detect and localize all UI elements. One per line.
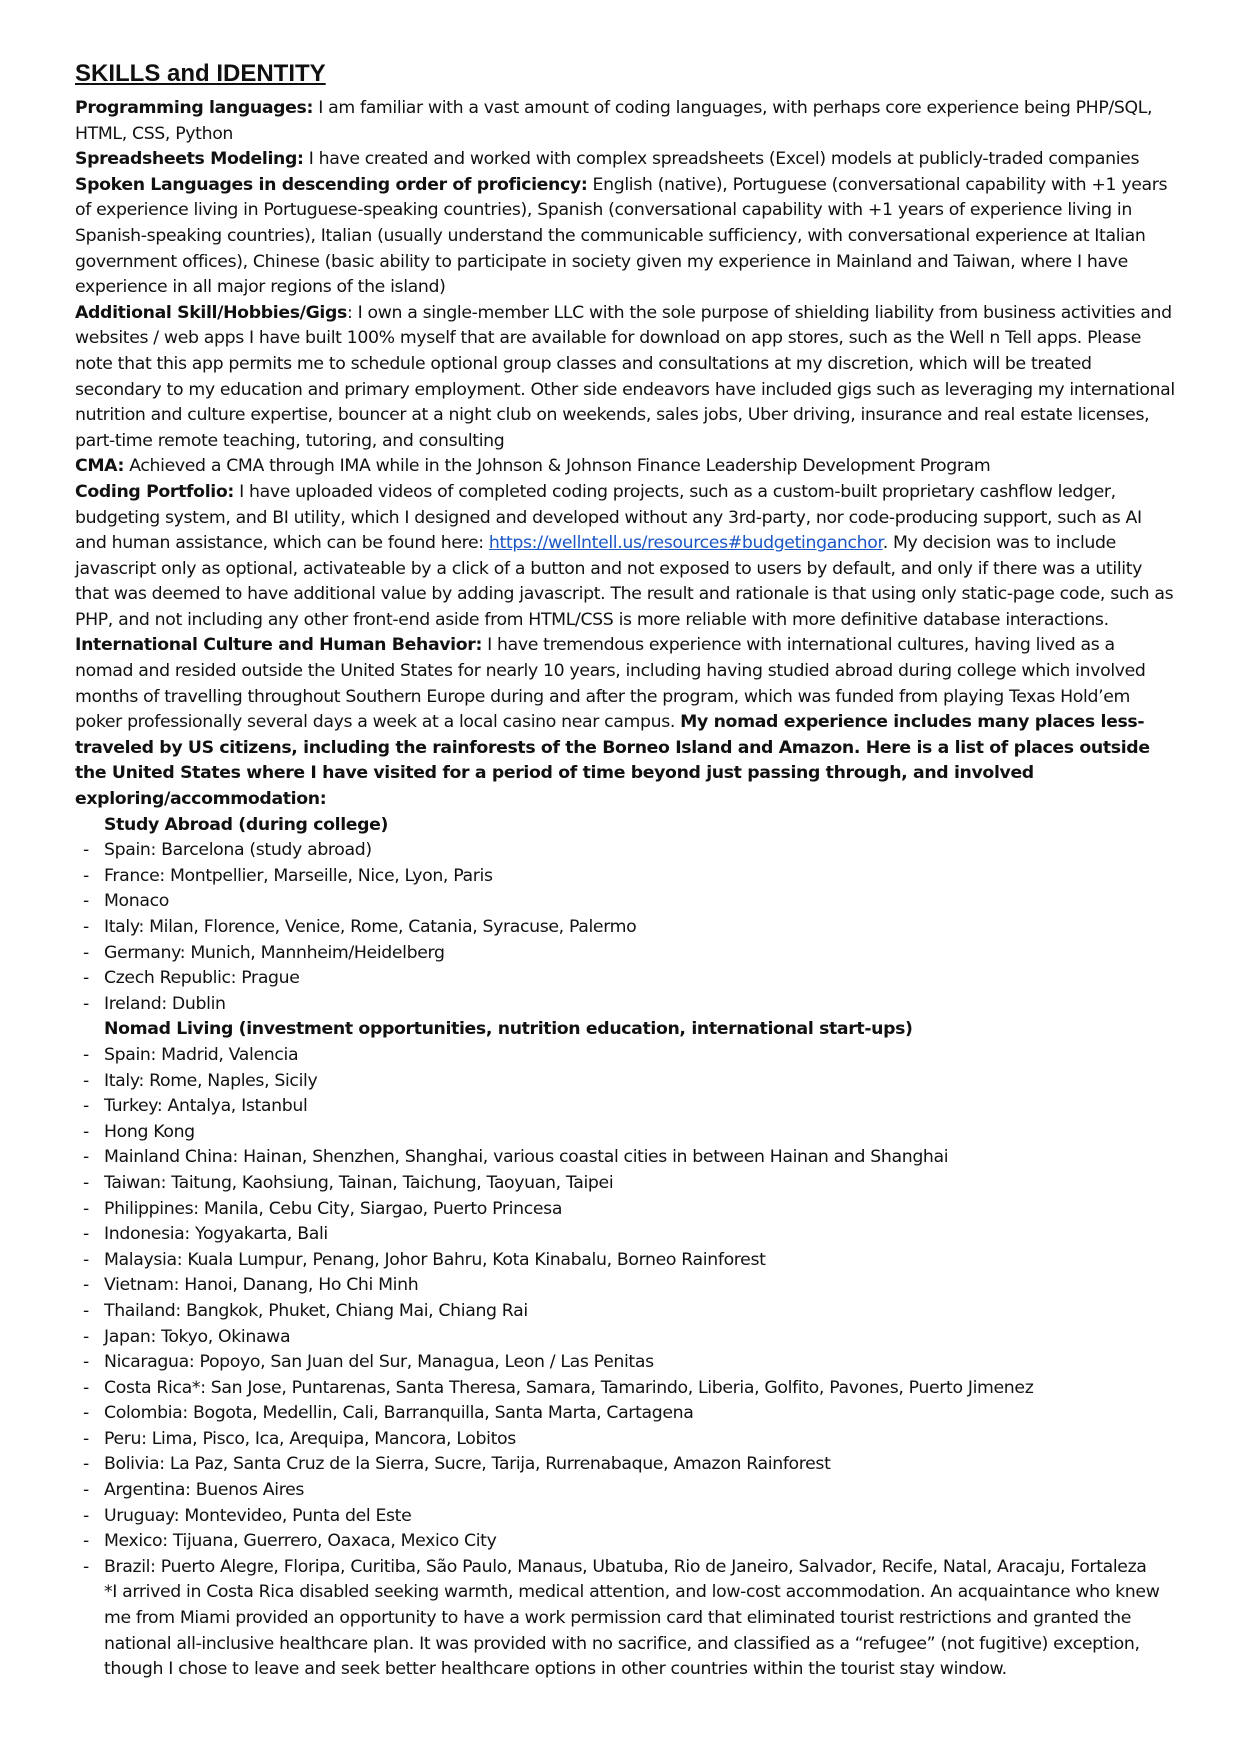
- list-item: [75, 889, 1175, 915]
- coding-portfolio-text-before: I have uploaded videos of completed coding projects, such as a custom-built proprietary cashflow ledger, budgeting system, and BI utility, which I designed and developed without any 3rd-party, nor code-producing support, such as AI and human assistance, which can be found here:: [75, 481, 1142, 554]
- list-item: [75, 1171, 1175, 1197]
- list-item: [75, 1043, 1175, 1069]
- list-item-text: Costa Rica*: San Jose, Puntarenas, Santa Theresa, Samara, Tamarindo, Liberia, Golfito, Pavones, Puerto Jimenez: [104, 1377, 1034, 1398]
- dash-bullet: -: [83, 865, 89, 886]
- dash-bullet: -: [83, 1070, 89, 1091]
- dash-bullet: -: [83, 1505, 89, 1526]
- dash-bullet: -: [83, 1147, 89, 1168]
- list-item-text: Philippines: Manila, Cebu City, Siargao, Puerto Princesa: [104, 1198, 563, 1219]
- dash-bullet: -: [83, 1121, 89, 1142]
- list-item: [75, 1325, 1175, 1351]
- coding-portfolio-paragraph: [75, 480, 1175, 634]
- spreadsheets-text: I have created and worked with complex spreadsheets (Excel) models at publicly-traded companies: [303, 149, 1140, 170]
- dash-bullet: -: [83, 917, 89, 937]
- list-item-text: Japan: Tokyo, Okinawa: [104, 1326, 291, 1347]
- list-item: [75, 864, 1175, 890]
- list-item-text: Colombia: Bogota, Medellin, Cali, Barranquilla, Santa Marta, Cartagena: [104, 1403, 694, 1424]
- list-item: [75, 992, 1175, 1018]
- dash-bullet: -: [83, 1326, 89, 1347]
- spoken-languages-text: English (native), Portuguese (conversational capability with +1 years of experience living in Portuguese-speaking countries), Spanish (conversational capability with +1 years of experience living in Spanish-speaking countries), Italian (usually understand the communicable sufficiency, with conversational experience at Italian government offices), Chinese (basic ability to participate in society given my experience in Mainland and Taiwan, where I have experience in all major regions of the island): [75, 174, 1168, 298]
- spreadsheets-label: Spreadsheets Modeling:: [75, 149, 304, 170]
- dash-bullet: -: [83, 993, 89, 1014]
- list-item-text: Italy: Milan, Florence, Venice, Rome, Catania, Syracuse, Palermo: [104, 917, 637, 937]
- dash-bullet: -: [83, 1096, 89, 1117]
- dash-bullet: -: [83, 1224, 89, 1245]
- list-item: [75, 1120, 1175, 1146]
- list-item: [75, 1401, 1175, 1427]
- spoken-languages-label: Spoken Languages in descending order of proficiency:: [75, 174, 588, 195]
- list-item-text: Turkey: Antalya, Istanbul: [104, 1096, 308, 1117]
- list-item: [75, 838, 1175, 864]
- dash-bullet: -: [83, 1377, 89, 1398]
- list-item-text: Argentina: Buenos Aires: [104, 1480, 305, 1501]
- list-item: [75, 1069, 1175, 1095]
- nomad-living-heading: Nomad Living (investment opportunities, nutrition education, international start-ups): [104, 1019, 913, 1040]
- list-item: [75, 1427, 1175, 1453]
- dash-bullet: -: [83, 891, 89, 912]
- international-culture-label: International Culture and Human Behavior:: [75, 635, 482, 656]
- list-item: [75, 1248, 1175, 1274]
- nomad-living-list: [75, 1043, 1175, 1580]
- list-item-text: Bolivia: La Paz, Santa Cruz de la Sierra, Sucre, Tarija, Rurrenabaque, Amazon Rainforest: [104, 1454, 831, 1475]
- list-item-text: Indonesia: Yogyakarta, Bali: [104, 1224, 328, 1245]
- budgeting-anchor-link[interactable]: https://wellntell.us/resources#budgetinganchor: [488, 533, 883, 554]
- list-item-text: Spain: Barcelona (study abroad): [104, 840, 372, 861]
- list-item-text: Taiwan: Taitung, Kaohsiung, Tainan, Taichung, Taoyuan, Taipei: [104, 1172, 614, 1193]
- list-item-text: Brazil: Puerto Alegre, Floripa, Curitiba, São Paulo, Manaus, Ubatuba, Rio de Janeiro, Salvador, Recife, Natal, Aracaju, Fortaleza: [104, 1556, 1147, 1577]
- list-item-text: Peru: Lima, Pisco, Ica, Arequipa, Mancora, Lobitos: [104, 1428, 516, 1449]
- dash-bullet: -: [83, 1556, 89, 1577]
- international-culture-text: I have tremendous experience with international cultures, having lived as a nomad and resided outside the United States for nearly 10 years, including having studied abroad during college which involved months of travelling throughout Southern Europe during and after the program, which was funded from playing Texas Hold’em poker professionally several days a week at a local casino near campus.: [75, 635, 1146, 733]
- dash-bullet: -: [83, 1172, 89, 1193]
- cma-label: CMA:: [75, 456, 125, 477]
- cma-paragraph: [75, 454, 1175, 480]
- additional-skills-paragraph: [75, 301, 1175, 455]
- list-item-text: Mainland China: Hainan, Shenzhen, Shanghai, various coastal cities in between Hainan and Shanghai: [104, 1147, 949, 1168]
- dash-bullet: -: [83, 1300, 89, 1321]
- list-item: [75, 915, 1175, 941]
- list-item: [75, 1504, 1175, 1530]
- list-item: [75, 1478, 1175, 1504]
- list-item-text: Czech Republic: Prague: [104, 968, 300, 989]
- cma-text: Achieved a CMA through IMA while in the Johnson & Johnson Finance Leadership Development Program: [124, 456, 991, 477]
- spreadsheets-paragraph: [75, 147, 1175, 173]
- dash-bullet: -: [83, 840, 89, 861]
- dash-bullet: -: [83, 1454, 89, 1475]
- programming-label: Programming languages:: [75, 98, 314, 118]
- document-page: [75, 58, 1175, 1683]
- list-item-text: Mexico: Tijuana, Guerrero, Oaxaca, Mexico City: [104, 1531, 497, 1552]
- list-item-text: Spain: Madrid, Valencia: [104, 1044, 299, 1065]
- dash-bullet: -: [83, 1198, 89, 1219]
- dash-bullet: -: [83, 968, 89, 989]
- list-item: [75, 1222, 1175, 1248]
- coding-portfolio-label: Coding Portfolio:: [75, 481, 234, 502]
- list-item-text: France: Montpellier, Marseille, Nice, Lyon, Paris: [104, 865, 493, 886]
- list-item: [75, 1555, 1175, 1581]
- list-item-text: Monaco: [104, 891, 169, 912]
- list-item: [75, 1350, 1175, 1376]
- list-item: [75, 966, 1175, 992]
- list-item: [75, 1299, 1175, 1325]
- list-item-text: Hong Kong: [104, 1121, 195, 1142]
- additional-skills-label: Additional Skill/Hobbies/Gigs: [75, 302, 347, 323]
- dash-bullet: -: [83, 1275, 89, 1296]
- dash-bullet: -: [83, 1480, 89, 1501]
- coding-portfolio-text-after: . My decision was to include javascript only as optional, activateable by a click of a button and not exposed to users by default, and only if there was a utility that was deemed to have additional value by adding javascript. The result and rationale is that using only static-page code, such as PHP, and not including any other front-end aside from HTML/CSS is more reliable with more definitive database interactions.: [75, 533, 1174, 630]
- list-item-text: Italy: Rome, Naples, Sicily: [104, 1070, 318, 1091]
- study-abroad-list: [75, 838, 1175, 1017]
- international-culture-bold-text: My nomad experience includes many places less-traveled by US citizens, including the rainforests of the Borneo Island and Amazon. Here is a list of places outside the United States where I have visited for a period of time beyond just passing through, and involved exploring/accommodation:: [75, 712, 1150, 810]
- list-item: [75, 1145, 1175, 1171]
- page-title: SKILLS and IDENTITY: [75, 60, 326, 87]
- international-culture-paragraph: [75, 633, 1175, 812]
- programming-paragraph: [75, 96, 1175, 147]
- list-item-text: Nicaragua: Popoyo, San Juan del Sur, Managua, Leon / Las Penitas: [104, 1352, 654, 1373]
- list-item-text: Germany: Munich, Mannheim/Heidelberg: [104, 942, 445, 963]
- dash-bullet: -: [83, 1428, 89, 1449]
- list-item: [75, 1529, 1175, 1555]
- dash-bullet: -: [83, 942, 89, 963]
- list-item-text: Malaysia: Kuala Lumpur, Penang, Johor Bahru, Kota Kinabalu, Borneo Rainforest: [104, 1249, 766, 1270]
- list-item: [75, 1376, 1175, 1402]
- study-abroad-heading: Study Abroad (during college): [104, 814, 389, 835]
- dash-bullet: -: [83, 1403, 89, 1424]
- list-item-text: Thailand: Bangkok, Phuket, Chiang Mai, Chiang Rai: [104, 1300, 528, 1321]
- programming-text: I am familiar with a vast amount of coding languages, with perhaps core experience being PHP/SQL, HTML, CSS, Python: [75, 98, 1153, 144]
- dash-bullet: -: [83, 1044, 89, 1065]
- costa-rica-footnote: *I arrived in Costa Rica disabled seeking warmth, medical attention, and low-cost accommodation. An acquaintance who knew me from Miami provided an opportunity to have a work permission card that eliminated tourist restrictions and granted the national all-inclusive healthcare plan. It was provided with no sacrifice, and classified as a “refugee” (not fugitive) exception, though I chose to leave and seek better healthcare options in other countries within the tourist stay window.: [104, 1582, 1160, 1680]
- list-item: [75, 941, 1175, 967]
- list-item: [75, 1094, 1175, 1120]
- dash-bullet: -: [83, 1352, 89, 1373]
- dash-bullet: -: [83, 1531, 89, 1552]
- spoken-languages-paragraph: [75, 173, 1175, 301]
- list-item-text: Vietnam: Hanoi, Danang, Ho Chi Minh: [104, 1275, 419, 1296]
- list-item: [75, 1273, 1175, 1299]
- list-item: [75, 1197, 1175, 1223]
- additional-skills-text: : I own a single-member LLC with the sole purpose of shielding liability from business activities and websites / web apps I have built 100% myself that are available for download on app stores, such as the Well n Tell apps. Please note that this app permits me to schedule optional group classes and consultations at my discretion, which will be treated secondary to my education and primary employment. Other side endeavors have included gigs such as leveraging my international nutrition and culture expertise, bouncer at a night club on weekends, sales jobs, Uber driving, insurance and real estate licenses, part-time remote teaching, tutoring, and consulting: [75, 302, 1175, 451]
- dash-bullet: -: [83, 1249, 89, 1270]
- list-item-text: Uruguay: Montevideo, Punta del Este: [104, 1505, 412, 1526]
- list-item: [75, 1452, 1175, 1478]
- list-item-text: Ireland: Dublin: [104, 993, 226, 1014]
